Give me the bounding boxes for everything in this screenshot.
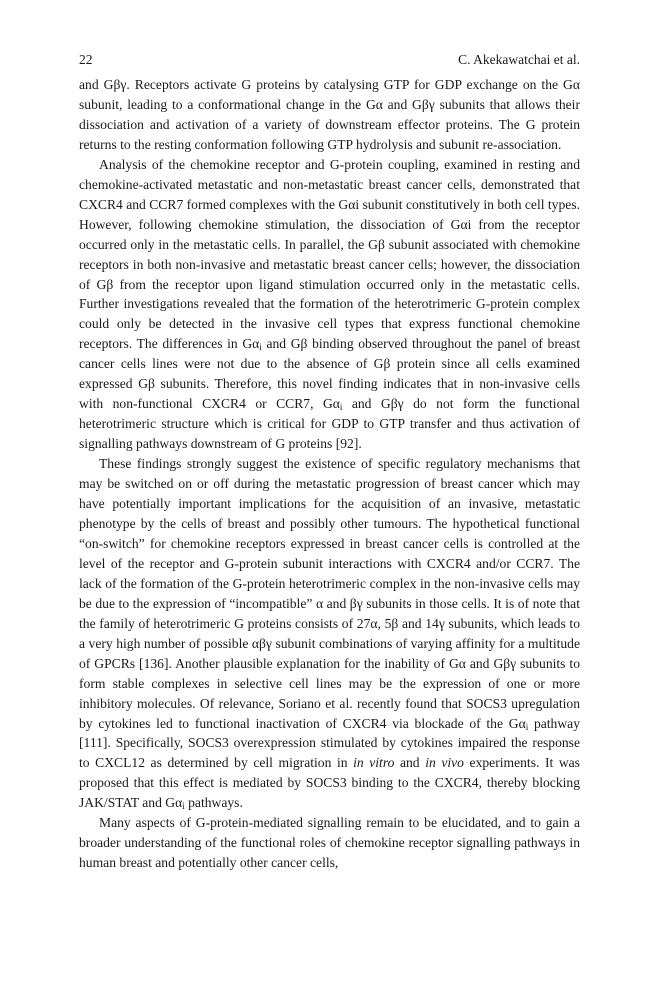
paragraph-4: Many aspects of G-protein-mediated signalling remain to be elucidated, and to gain a broader understanding of the functional roles of chemokine receptor signalling pathways in human breast and potentially other cancer cells, <box>79 815 580 871</box>
paragraph-1: and Gβγ. Receptors activate G proteins by catalysing GTP for GDP exchange on the Gα subunit, leading to a conformational change in the Gα and Gβγ subunits that allows their dissociation and activation of a variety of downstream effector proteins. The G protein returns to the resting conformation following GTP hydrolysis and subunit re-association. <box>79 77 580 152</box>
running-head-authors: C. Akekawatchai et al. <box>458 52 580 67</box>
body-text <box>79 75 580 873</box>
paragraph-3: These findings strongly suggest the existence of specific regulatory mechanisms that may be switched on or off during the metastatic progression of breast cancer which may have potentially important implications for the acquisition of an invasive, metastatic phenotype by the cells of breast and possibly other tumours. The hypothetical functional “on-switch” for chemokine receptors expressed in breast cancer cells is controlled at the level of the receptor and G-protein subunit interactions with CXCR4 and/or CCR7. The lack of the formation of the G-protein heterotrimeric complex in the non-invasive cells may be due to the expression of “incompatible” α and βγ subunits in those cells. It is of note that the family of heterotrimeric G proteins consists of 27α, 5β and 14γ subunits, which leads to a very high number of possible αβγ subunit combinations of varying affinity for a multitude of GPCRs [136]. Another plausible explanation for the inability of Gα and Gβγ subunits to form stable complexes in selective cell lines may be the expression of one or more inhibitory molecules. Of relevance, Soriano et al. recently found that SOCS3 upregulation by cytokines led to functional inactivation of CXCR4 via blockade of the $G\alpha_i$ pathway [111]. Specifically, SOCS3 overexpression stimulated by cytokines impaired the response to CXCL12 as determined by cell migration in in vitro and in vivo experiments. It was proposed that this effect is mediated by SOCS3 binding to the CXCR4, thereby blocking JAK/STAT and $G\alpha_i$ pathways. <box>79 456 580 812</box>
paragraph-2: Analysis of the chemokine receptor and G-protein coupling, examined in resting and chemokine-activated metastatic and non-metastatic breast cancer cells, demonstrated that CXCR4 and CCR7 formed complexes with the Gαi subunit constitutively in both cell types. However, following chemokine stimulation, the dissociation of Gαi from the receptor occurred only in the metastatic cells. In parallel, the Gβ subunit associated with chemokine receptors in both non-invasive and metastatic breast cancer cells; however, the dissociation of Gβ from the receptor upon ligand stimulation occurred only in the metastatic cells. Further investigations revealed that the formation of the heterotrimeric G-protein complex could only be detected in the invasive cell types that express functional chemokine receptors. The differences in $G\alpha_i$ and Gβ binding observed throughout the panel of breast cancer cells lines were not due to the absence of Gβ protein since all cells examined expressed Gβ subunits. Therefore, this novel finding indicates that in non-invasive cells with non-functional CXCR4 or CCR7, $G\alpha_i$ and Gβγ do not form the functional heterotrimeric structure which is critical for GDP to GTP transfer and thus activation of signalling pathways downstream of G proteins [92]. <box>79 156 580 452</box>
page-number: 22 <box>79 52 93 67</box>
page-header <box>79 50 580 70</box>
